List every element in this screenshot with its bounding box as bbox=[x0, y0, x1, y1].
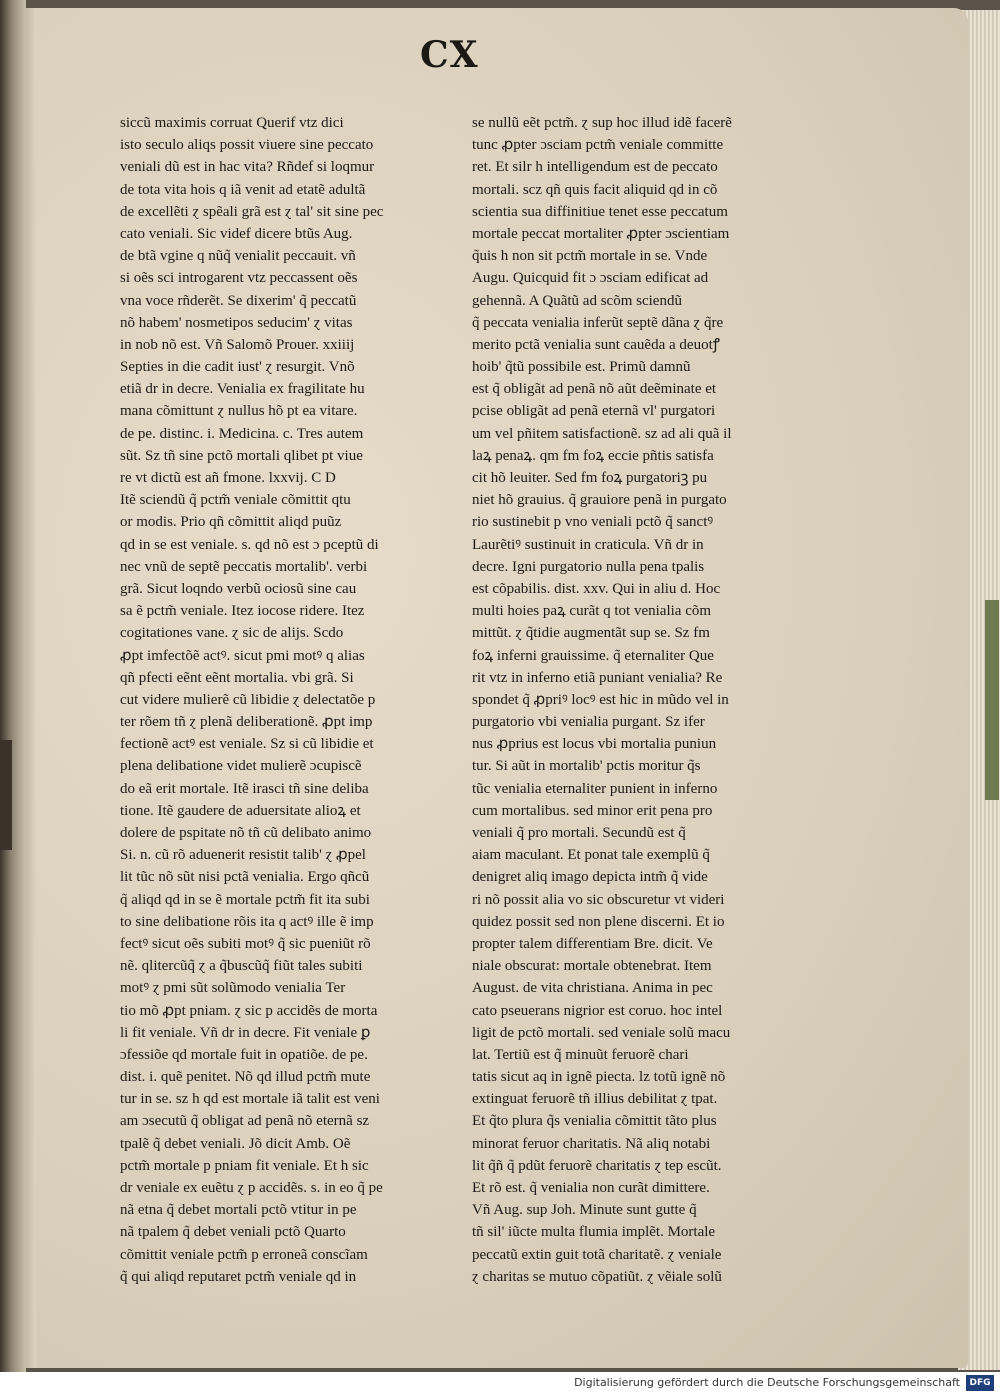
text-line: cõmittit veniale pctm̃ p erroneã conscĩam bbox=[120, 1246, 368, 1263]
text-line: cogitationes vane. ɀ sic de alijs. Scdo bbox=[120, 625, 344, 642]
text-line: nus ꝓprius est locus vbi mortalia puniun bbox=[472, 736, 717, 753]
text-line: Et rõ est. q̃ venialia non curãt dimittere. bbox=[472, 1180, 710, 1196]
text-line: dr veniale ex euẽtu ɀ p accidẽs. s. in eo q̃ pe bbox=[120, 1180, 383, 1196]
text-line: si oẽs sci introgarent vtz peccassent oẽs bbox=[120, 270, 358, 287]
text-line: ter rõem tñ ɀ plenã deliberationẽ. ꝓpt imp bbox=[120, 714, 373, 731]
text-line: de tota vita hois q iã venit ad etatẽ adultã bbox=[120, 181, 366, 198]
text-line: mortali. scz qñ quis facit aliquid qd in cõ bbox=[472, 181, 718, 198]
text-line: lit q̃ñ q̃ pdũt feruorẽ charitatis ɀ tep escũt. bbox=[472, 1157, 722, 1174]
text-line: cato veniali. Sic videf dicere btũs Aug. bbox=[120, 225, 353, 242]
text-line: lit tũc nõ sũt nisi pctã venialia. Ergo qñcũ bbox=[120, 869, 370, 886]
text-line: laꝝ penaꝝ. qm fm foꝝ eccie pñtis satisfa bbox=[472, 447, 714, 464]
text-line: Laurẽtiꝰ sustinuit in craticula. Vñ dr in bbox=[472, 536, 704, 553]
text-line: plena delibatione videt mulierẽ ɔcupiscẽ bbox=[120, 758, 362, 775]
text-line: tio mõ ꝓpt pniam. ɀ sic p accidẽs de morta bbox=[120, 1002, 378, 1019]
text-line: qñ pfecti eẽnt eẽnt mortalia. vbi grã. Si bbox=[120, 669, 354, 686]
text-column-right bbox=[472, 112, 822, 1288]
text-line: dolere de pspitate nõ tñ cũ delibato animo bbox=[120, 825, 372, 841]
text-line: se nullũ eẽt pctm̃. ɀ sup hoc illud idẽ facerẽ bbox=[472, 115, 732, 131]
text-line: tur in se. sz h qd est mortale iã talit est veni bbox=[120, 1091, 380, 1108]
text-line: foꝝ inferni grauissime. q̃ eternaliter Que bbox=[472, 647, 714, 664]
text-line: Vñ Aug. sup Joh. Minute sunt gutte q̃ bbox=[472, 1202, 697, 1219]
bookmark-ribbon bbox=[985, 600, 999, 800]
text-line: dist. i. quẽ penitet. Nõ qd illud pctm̃ mute bbox=[120, 1069, 371, 1086]
text-line: ɀ charitas se mutuo cõpatiũt. ɀ vẽiale solũ bbox=[472, 1268, 722, 1285]
text-line: fectꝰ sicut oẽs subiti motꝰ q̃ sic pueniũt rõ bbox=[120, 935, 371, 952]
text-line: grã. Sicut loqndo verbũ ociosũ sine cau bbox=[120, 580, 357, 597]
page-clip bbox=[0, 740, 12, 850]
text-line: de excellẽti ɀ spẽali grã est ɀ tal' sit sine pec bbox=[120, 203, 384, 220]
text-line: mittũt. ɀ q̃tidie augmentãt sup se. Sz fm bbox=[472, 625, 710, 642]
text-line: aiam maculant. Et ponat tale exemplũ q̃ bbox=[472, 847, 710, 864]
text-line: est q̃ obligãt ad penã nõ aũt deẽminate et bbox=[472, 381, 717, 398]
text-line: Augu. Quicquid fit ɔ ɔsciam edificat ad bbox=[472, 270, 709, 287]
text-line: motꝰ ɀ pmi sũt solũmodo venialia Ter bbox=[120, 980, 346, 997]
text-line: Si. n. cũ rõ aduenerit resistit talib' ɀ ꝓpel bbox=[120, 847, 366, 864]
text-line: li fit veniale. Vñ dr in decre. Fit veniale ꝑ bbox=[120, 1024, 371, 1041]
text-line: de btã vgine q nũq̃ venialit peccauit. vñ bbox=[120, 248, 356, 265]
text-line: ri nõ possit alia vo sic obscuretur vt videri bbox=[472, 891, 725, 908]
text-line: de pe. distinc. i. Medicina. c. Tres autem bbox=[120, 425, 364, 442]
text-line: cum mortalibus. sed minor erit pena pro bbox=[472, 802, 713, 819]
funding-credit: Digitalisierung gefördert durch die Deutsche Forschungsgemeinschaft bbox=[574, 1376, 960, 1389]
text-line: August. de vita christiana. Anima in pec bbox=[472, 980, 713, 997]
text-line: pctm̃ mortale p pniam fit veniale. Et h sic bbox=[120, 1157, 369, 1174]
text-line: Septies in die cadit iust' ɀ resurgit. Vnõ bbox=[120, 359, 355, 376]
text-line: rio sustinebit p vno veniali pctõ q̃ sanctꝰ bbox=[472, 514, 714, 531]
text-line: nẽ. qlitercũq̃ ɀ a q̃buscũq̃ fiũt tales subiti bbox=[120, 958, 363, 975]
text-line: pcise obligãt ad penã eternã vl' purgatori bbox=[472, 403, 716, 420]
text-line: in nob nõ est. Vñ Salomõ Prouer. xxiiij bbox=[120, 336, 355, 353]
text-line: mana cõmittunt ɀ nullus hõ pt ea vitare. bbox=[120, 403, 358, 420]
text-line: cut videre mulierẽ cũ libidie ɀ delectatõe p bbox=[120, 691, 376, 708]
text-line: sa ẽ pctm̃ veniale. Itez iocose ridere. Itez bbox=[120, 603, 365, 620]
dfg-logo: DFG bbox=[966, 1375, 994, 1391]
text-line: est cõpabilis. dist. xxv. Qui in aliu d. Hoc bbox=[472, 580, 721, 597]
text-line: niale obscurat: mortale obtenebrat. Item bbox=[472, 958, 712, 975]
text-line: cit hõ leuiter. Sed fm foꝝ purgatoriꝫ pu bbox=[472, 470, 708, 486]
text-line: am ɔsecutũ q̃ obligat ad penã nõ eternã sz bbox=[120, 1113, 370, 1130]
text-line: minorat feruor charitatis. Nã aliq notabi bbox=[472, 1135, 711, 1152]
text-line: sũt. Sz tñ sine pctõ mortali qlibet pt viue bbox=[120, 447, 363, 464]
text-line: vna voce rñderẽt. Se dixerim' q̃ peccatũ bbox=[120, 292, 357, 309]
text-line: veniali q̃ pro mortali. Secundũ est q̃ bbox=[472, 825, 686, 841]
text-line: rit vtz in inferno etiã puniant venialia? Re bbox=[472, 669, 723, 686]
text-line: extinguat feruorẽ tñ illius debilitat ɀ tpat. bbox=[472, 1091, 718, 1108]
text-line: Itẽ sciendũ q̃ pctm̃ veniale cõmittit qtu bbox=[120, 492, 351, 509]
text-line: peccatũ extin guit totã charitatẽ. ɀ veniale bbox=[472, 1246, 722, 1263]
text-line: scientia sua diffinitiue tenet esse peccatum bbox=[472, 203, 728, 220]
text-line: propter talem differentiam Bre. dicit. Ve bbox=[472, 935, 713, 952]
text-line: tñ sil' iũcte multa flumia implẽt. Mortale bbox=[472, 1224, 716, 1241]
folio-number: CX bbox=[420, 34, 479, 76]
text-line: denigret aliq imago depicta intm̃ q̃ vide bbox=[472, 869, 708, 886]
text-line: nã etna q̃ debet mortali pctõ vtitur in pe bbox=[120, 1202, 357, 1219]
text-line: quidez possit sed non plene discerni. Et io bbox=[472, 913, 725, 930]
text-line: q̃ aliqd qd in se ẽ mortale pctm̃ fit ita subi bbox=[120, 891, 370, 908]
text-line: nõ habem' nosmetipos seducim' ɀ vitas bbox=[120, 314, 353, 331]
text-line: ret. Et silr h intelligendum est de peccato bbox=[472, 159, 718, 176]
text-line: qd in se est veniale. s. qd nõ est ɔ pceptũ di bbox=[120, 536, 379, 553]
text-line: Et q̃to plura q̃s venialia cõmittit tãto plus bbox=[472, 1113, 717, 1130]
text-line: ɔfessiõe qd mortale fuit in opatiõe. de pe. bbox=[120, 1046, 368, 1063]
text-line: ꝓpt imfectõẽ actꝰ. sicut pmi motꝰ q alias bbox=[120, 647, 365, 664]
text-line: hoib' q̃tũ possibile est. Primũ damnũ bbox=[472, 359, 691, 376]
text-line: tunc ꝓpter ɔsciam pctm̃ veniale committe bbox=[472, 137, 724, 154]
text-line: veniali dũ est in hac vita? Rñdef si loqmur bbox=[120, 159, 375, 176]
text-line: to sine delibatione rõis ita q actꝰ ille ẽ imp bbox=[120, 913, 374, 930]
text-line: nã tpalem q̃ debet veniali pctõ Quarto bbox=[120, 1224, 346, 1241]
digitization-footer bbox=[0, 1372, 1000, 1394]
text-line: q̃ peccata venialia inferũt septẽ dãna ɀ q̃re bbox=[472, 314, 724, 331]
text-line: cato pseuerans nigrior est coruo. hoc intel bbox=[472, 1002, 723, 1019]
text-line: ligit de pctõ mortali. sed veniale solũ macu bbox=[472, 1024, 731, 1041]
text-column-left bbox=[120, 112, 465, 1288]
text-line: or modis. Prio qñ cõmittit aliqd puũz bbox=[120, 514, 342, 531]
text-line: merito pctã venialia sunt cauẽda a deuotꝭ bbox=[472, 336, 720, 353]
text-line: spondet q̃ ꝓpriꝰ locꝰ est hic in mũdo vel in bbox=[472, 691, 729, 708]
text-line: multi hoies paꝝ curãt q tot venialia cõm bbox=[472, 603, 712, 620]
text-line: q̃ qui aliqd reputaret pctm̃ veniale qd in bbox=[120, 1268, 357, 1285]
text-line: tũc venialia eternaliter punient in inferno bbox=[472, 780, 718, 797]
text-line: um vel pñitem satisfactionẽ. sz ad ali quã il bbox=[472, 425, 732, 442]
text-line: decre. Igni purgatorio nulla pena tpalis bbox=[472, 558, 705, 575]
text-line: niet hõ grauius. q̃ grauiore penã in purgato bbox=[472, 492, 727, 509]
text-line: etiã dr in decre. Venialia ex fragilitate hu bbox=[120, 381, 365, 398]
text-line: tatis sicut aq in ignẽ piecta. lz totũ ignẽ nõ bbox=[472, 1069, 726, 1086]
text-line: gehennã. A Quãtũ ad scõm sciendũ bbox=[472, 292, 682, 309]
text-line: lat. Tertiũ est q̃ minuũt feruorẽ chari bbox=[472, 1046, 689, 1063]
text-line: nec vnũ de septẽ peccatis mortalib'. verbi bbox=[120, 558, 368, 575]
text-line: isto seculo aliqs possit viuere sine peccato bbox=[120, 137, 374, 154]
text-line: fectionẽ actꝰ est veniale. Sz si cũ libidie et bbox=[120, 736, 374, 753]
text-line: do eã erit mortale. Itẽ irasci tñ sine deliba bbox=[120, 780, 369, 797]
text-line: q̃uis h non sit pctm̃ mortale in se. Vnde bbox=[472, 248, 708, 265]
text-line: re vt dictũ est añ fmone. lxxvij. C D bbox=[120, 470, 336, 486]
text-line: tpalẽ q̃ debet veniali. Jõ dicit Amb. Oẽ bbox=[120, 1135, 351, 1152]
text-line: mortale peccat mortaliter ꝓpter ɔscientiam bbox=[472, 225, 730, 242]
left-book-edge bbox=[0, 0, 26, 1372]
text-line: tione. Itẽ gaudere de aduersitate alioꝝ et bbox=[120, 802, 361, 819]
text-line: tur. Si aũt in mortalib' pctis moritur q̃s bbox=[472, 758, 701, 775]
text-line: purgatorio vbi venialia purgant. Sz ifer bbox=[472, 714, 705, 731]
text-line: siccũ maximis corruat Querif vtz dici bbox=[120, 115, 344, 131]
